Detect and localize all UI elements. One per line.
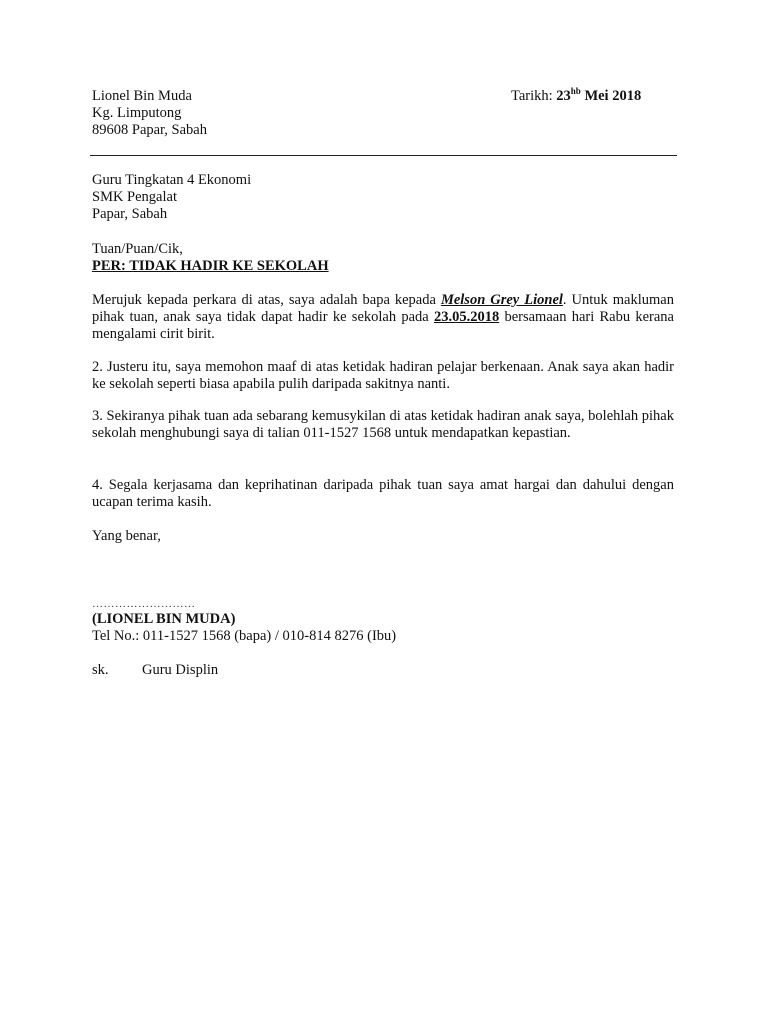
cc-recipient: Guru Displin <box>142 662 219 678</box>
paragraph-3: 3. Sekiranya pihak tuan ada sebarang kemusykilan di atas ketidak hadiran anak saya, bolehlah pihak sekolah menghubungi saya di talian 011-1527 1568 untuk mendapatkan kepastian. <box>92 408 674 441</box>
p1-text-c: bersamaan hari Rabu kerana mengalami cirit birit. <box>92 309 674 342</box>
paragraph-4: 4. Segala kerjasama dan keprihatinan daripada pihak tuan saya amat hargai dan dahului dengan ucapan terima kasih. <box>92 477 674 510</box>
recipient-address <box>92 172 251 223</box>
sender-name: Lionel Bin Muda <box>92 88 192 104</box>
p1-text-a: Merujuk kepada perkara di atas, saya adalah bapa kepada <box>92 292 441 308</box>
sender-address <box>92 88 207 139</box>
absence-date: 23.05.2018 <box>433 309 500 325</box>
p1-text-b: . Untuk makluman pihak tuan, anak saya tidak dapat hadir ke sekolah pada <box>92 292 674 325</box>
date-day: 23 <box>556 88 571 104</box>
date-label: Tarikh: <box>511 88 553 104</box>
cc-label: sk. <box>92 662 109 678</box>
student-name: Melson Grey Lionel <box>440 292 563 308</box>
sender-address-line1: Kg. Limputong <box>92 105 182 121</box>
paragraph-1 <box>92 292 674 343</box>
carbon-copy <box>92 662 218 679</box>
contact-numbers: Tel No.: 011-1527 1568 (bapa) / 010-814 8276 (Ibu) <box>92 628 397 644</box>
date-month-year: Mei 2018 <box>584 88 642 104</box>
signatory-name: (LIONEL BIN MUDA) <box>92 611 236 627</box>
date-suffix: hb <box>570 86 581 97</box>
recipient-line3: Papar, Sabah <box>92 206 168 222</box>
letter-subject: PER: TIDAK HADIR KE SEKOLAH <box>92 258 329 274</box>
paragraph-2: 2. Justeru itu, saya memohon maaf di atas ketidak hadiran pelajar berkenaan. Anak saya akan hadir ke sekolah seperti biasa apabila pulih daripada sakitnya nanti. <box>92 359 674 392</box>
header-divider <box>90 155 677 156</box>
sender-address-line2: 89608 Papar, Sabah <box>92 122 207 138</box>
closing: Yang benar, <box>92 528 161 544</box>
salutation: Tuan/Puan/Cik, <box>92 241 183 257</box>
letter-date <box>511 88 641 105</box>
recipient-line2: SMK Pengalat <box>92 189 177 205</box>
recipient-line1: Guru Tingkatan 4 Ekonomi <box>92 172 252 188</box>
signature-line: ……………………… <box>92 598 196 610</box>
